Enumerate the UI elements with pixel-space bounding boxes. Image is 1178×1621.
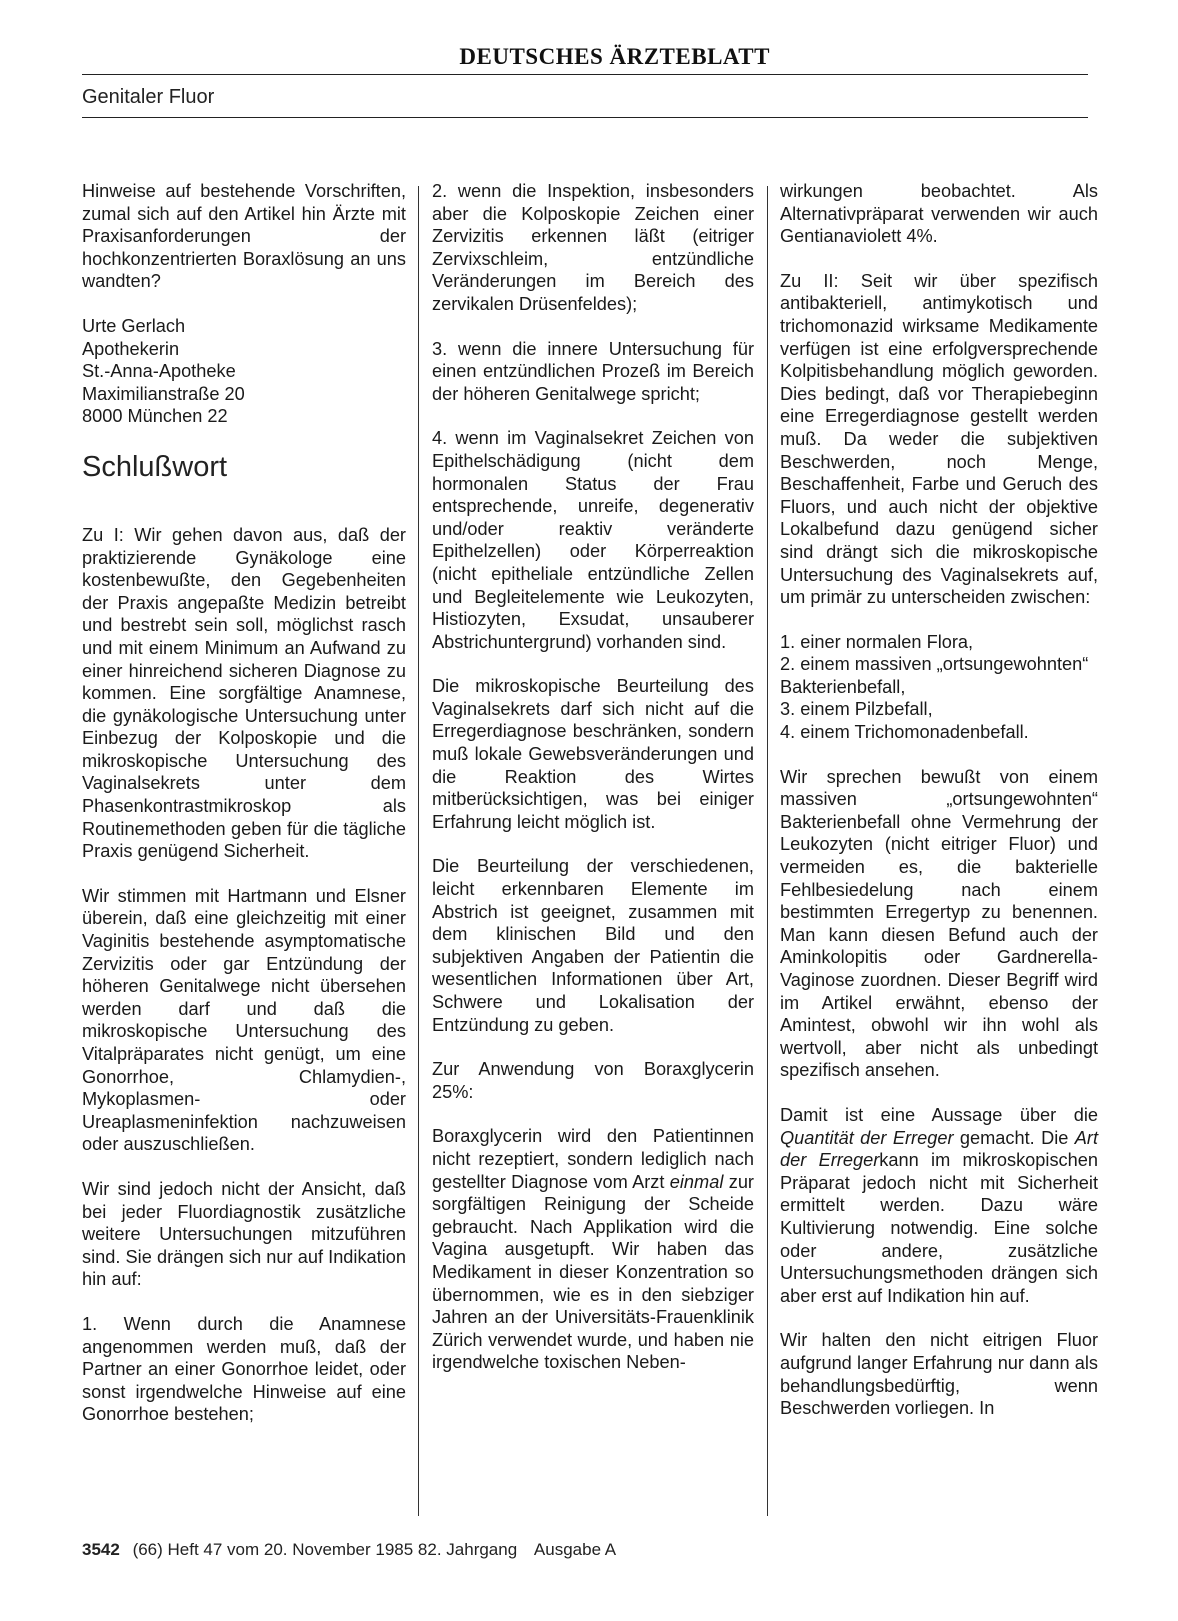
paragraph: Wir stimmen mit Hartmann und Elsner überein, daß eine gleichzeitig mit einer Vaginitis bestehende asymptomatische Zervizitis oder gar Entzündung der höheren Genitalwege nicht übersehen werden darf und daß die mikroskopische Untersuchung des Vitalpräparates nicht genügt, um eine Gonorrhoe, Chlamydien-, Mykoplasmen- oder Ureaplasmeninfektion nachzuweisen oder auszuschließen.	[82, 885, 406, 1155]
paragraph: Wir sprechen bewußt von einem massiven „ortsungewohnten“ Bakterienbefall ohne Vermehrung der Leukozyten (nicht eitriger Fluor) und vermeiden es, die bakterielle Fehlbesiedelung nach einem bestimmten Erregertyp zu benennen. Man kann diesen Befund auch der Aminkolopitis oder Gardnerella-Vaginose zuordnen. Dieser Begriff wird im Artikel erwähnt, ebenso der Amintest, obwohl wir ihn wohl als wertvoll, aber nicht als unbedingt spezifisch ansehen.	[780, 766, 1098, 1081]
section-heading: Schlußwort	[82, 450, 228, 483]
emphasis: Quantität der Erreger	[780, 1127, 954, 1148]
enumerated-list	[780, 631, 1098, 744]
list-item: 1. einer normalen Flora,	[780, 631, 974, 652]
emphasis: Art der Erreger	[780, 1127, 1098, 1171]
paragraph	[780, 1104, 1098, 1307]
issue-info: (66) Heft 47 vom 20. November 1985 82. Jahrgang	[132, 1540, 518, 1559]
column-3	[780, 180, 1098, 1442]
author-city: 8000 München 22	[82, 406, 228, 427]
masthead	[82, 40, 1088, 75]
author-street: Maximilianstraße 20	[82, 383, 245, 404]
column-2	[432, 180, 754, 1396]
paragraph: Die mikroskopische Beurteilung des Vaginalsekrets darf sich nicht auf die Erregerdiagnose beschränken, sondern muß lokale Gewebsveränderungen und die Reaktion des Wirtes mitberücksichtigen, was bei einiger Erfahrung leicht möglich ist.	[432, 676, 754, 832]
paragraph	[432, 1125, 754, 1374]
list-item: 2. einem massiven „ortsungewohnten“ Bakterienbefall,	[780, 654, 1089, 697]
column-1	[82, 180, 406, 1448]
paragraph: 2. wenn die Inspektion, insbesonders aber die Kolposkopie Zeichen einer Zervizitis erkennen läßt (eitriger Zervixschleim, entzündliche Veränderungen im Bereich des zervikalen Drüsenfeldes);	[432, 181, 754, 314]
paragraph: Zu II: Seit wir über spezifisch antibakteriell, antimykotisch und trichomonazid wirksame Medikamente verfügen ist eine erfolgversprechende Kolpitisbehandlung möglich geworden. Dies bedingt, daß vor Therapiebeginn eine Erregerdiagnose gestellt werden muß. Da weder die subjektiven Beschwerden, noch Menge, Beschaffenheit, Farbe und Geruch des Fluors, und auch nicht der objektive Lokalbefund dazu genügend sicher sind drängt sich die mikroskopische Untersuchung des Vaginalsekrets auf, um primär zu unterscheiden zwischen:	[780, 270, 1098, 608]
paragraph: 1. Wenn durch die Anamnese angenommen werden muß, daß der Partner an einer Gonorrhoe leidet, oder sonst irgendwelche Hinweise auf eine Gonorrhoe bestehen;	[82, 1313, 406, 1425]
edition-label: Ausgabe A	[533, 1540, 617, 1559]
paragraph: Wir halten den nicht eitrigen Fluor aufgrund langer Erfahrung nur dann als behandlungsbedürftig, wenn Beschwerden vorliegen. In	[780, 1330, 1098, 1419]
emphasis: einmal	[669, 1171, 724, 1192]
paragraph: Zu I: Wir gehen davon aus, daß der praktizierende Gynäkologe eine kostenbewußte, den Gegebenheiten der Praxis angepaßte Medizin betreibt und bestrebt sein soll, möglichst rasch und mit einem Minimum an Aufwand zu einer hinreichend sicheren Diagnose zu kommen. Eine sorgfältige Anamnese, die gynäkologische Untersuchung unter Einbezug der Kolposkopie und die mikroskopische Untersuchung des Vaginalsekrets unter dem Phasenkontrastmikroskop als Routinemethoden geben für die tägliche Praxis genügend Sicherheit.	[82, 524, 406, 862]
masthead-title: DEUTSCHES ÄRZTEBLATT	[459, 44, 770, 69]
text-run: kann im mikroskopischen Präparat jedoch nicht mit Sicherheit ermittelt werden. Dazu wäre Kultivierung notwendig. Eine solche oder andere, zusätzliche Untersuchungsmethoden drängen sich aber erst auf Indikation hin auf.	[780, 1150, 1098, 1306]
text-run: Damit ist eine Aussage über die	[780, 1104, 1098, 1125]
paragraph: Wir sind jedoch nicht der Ansicht, daß bei jeder Fluordiagnostik zusätzliche weitere Untersuchungen mitzuführen sind. Sie drängen sich nur auf Indikation hin auf:	[82, 1178, 406, 1290]
paragraph: wirkungen beobachtet. Als Alternativpräparat verwenden wir auch Gentianaviolett 4%.	[780, 181, 1098, 247]
list-item: 4. einem Trichomonadenbefall.	[780, 722, 1029, 743]
author-title: Apothekerin	[82, 338, 180, 359]
column-divider	[418, 186, 419, 1516]
author-affiliation: St.-Anna-Apotheke	[82, 361, 236, 382]
header-rule	[82, 117, 1088, 118]
column-divider	[767, 186, 768, 1516]
paragraph: Hinweise auf bestehende Vorschriften, zumal sich auf den Artikel hin Ärzte mit Praxisanforderungen der hochkonzentrierten Boraxlösung an uns wandten?	[82, 181, 406, 292]
paragraph: 4. wenn im Vaginalsekret Zeichen von Epithelschädigung (nicht dem hormonalen Status der Frau entsprechende, unreife, degenerativ und/oder reaktiv veränderte Epithelzellen) oder Körperreaktion (nicht epitheliale entzündliche Zellen und Begleitelemente wie Leukozyten, Histiozyten, Exsudat, unsauberer Abstrichuntergrund) vorhanden sind.	[432, 428, 754, 652]
signature-block	[82, 315, 406, 428]
paragraph: 3. wenn die innere Untersuchung für einen entzündlichen Prozeß im Bereich der höheren Genitalwege spricht;	[432, 338, 754, 404]
page-number: 3542	[82, 1540, 120, 1559]
author-name: Urte Gerlach	[82, 315, 186, 336]
section-label: Genitaler Fluor	[82, 86, 215, 108]
page-footer	[82, 1540, 616, 1560]
paragraph: Die Beurteilung der verschiedenen, leicht erkennbaren Elemente im Abstrich ist geeignet, zusammen mit dem klinischen Bild und den subjektiven Angaben der Patientin die wesentlichen Informationen über Art, Schwere und Lokalisation der Entzündung zu geben.	[432, 856, 754, 1035]
text-run: zur sorgfältigen Reinigung der Scheide gebraucht. Nach Applikation wird die Vagina ausgetupft. Wir haben das Medikament in dieser Konzentration so übernommen, wie es in den siebziger Jahren an der Universitäts-Frauenklinik Zürich verwendet wurde, und haben nie irgendwelche toxischen Neben-	[432, 1171, 754, 1373]
text-run: Boraxglycerin wird den Patientinnen nicht rezeptiert, sondern lediglich nach gestellter Diagnose vom Arzt	[432, 1126, 754, 1192]
list-item: 3. einem Pilzbefall,	[780, 699, 933, 720]
text-run: gemacht. Die	[953, 1127, 1075, 1148]
paragraph: Zur Anwendung von Boraxglycerin 25%:	[432, 1059, 754, 1102]
